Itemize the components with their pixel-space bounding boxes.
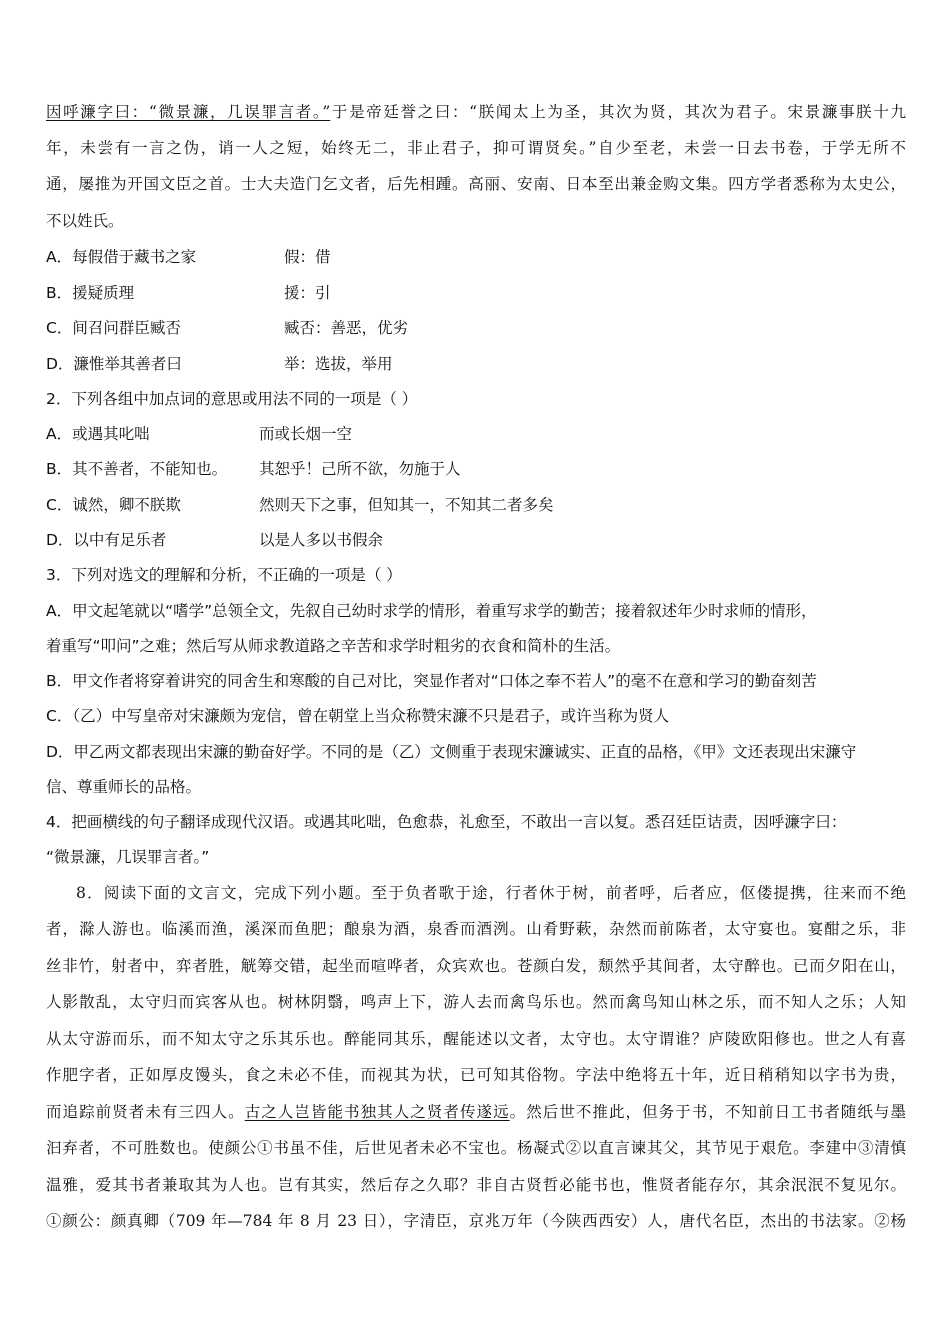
q4-sentence: “微景濂，几误罪言者。” [46, 848, 210, 866]
q4-stem: 4．把画横线的句子翻译成现代汉语。或遇其叱咄，色愈恭，礼愈至，不敢出一言以复。悉召廷臣诘责，因呼濂字曰： [46, 813, 847, 831]
q3-option-d-cont: 信、尊重师长的品格。 [46, 778, 202, 796]
q2-option-b: B．其不善者，不能知也。 [46, 460, 228, 478]
q2-stem: 2．下列各组中加点词的意思或用法不同的一项是（ ） [46, 390, 418, 408]
q2-option-c-pair: 然则天下之事，但知其一，不知其二者多矣 [259, 496, 554, 514]
q8-line: 人影散乱，太守归而宾客从也。树林阴翳，鸣声上下，游人去而禽鸟乐也。然而禽鸟知山林之乐，而不知人之乐；人知 [46, 993, 906, 1011]
q1-option-d: D．濂惟举其善者曰 [46, 355, 182, 373]
q8-line: 8．阅读下面的文言文，完成下列小题。至于负者歌于途，行者休于树，前者呼，后者应，伛偻提携，往来而不绝 [76, 884, 906, 902]
q1-option-b: B．援疑质理 [46, 284, 135, 302]
q3-option-c: C．（乙）中写皇帝对宋濂颇为宠信，曾在朝堂上当众称赞宋濂不只是君子，或许当称为贤人 [46, 707, 670, 725]
q1-option-a: A．每假借于藏书之家 [46, 248, 197, 266]
q8-line: 汩弃者，不可胜数也。使颜公①书虽不佳，后世见者未必不宝也。杨凝式②以直言谏其父，其节见于艰危。李建中③清慎 [46, 1139, 906, 1157]
q8-line: 从太守游而乐，而不知太守之乐其乐也。醉能同其乐，醒能述以文者，太守也。太守谓谁？庐陵欧阳修也。世之人有喜 [46, 1030, 906, 1048]
q8-footnote: ①颜公：颜真卿（709 年—784 年 8 月 23 日），字清臣，京兆万年（今陕西西安）人，唐代名臣，杰出的书法家。②杨 [46, 1212, 906, 1230]
q8-line: 作肥字者，正如厚皮馒头，食之未必不佳，而视其为状，已可知其俗物。字法中绝将五十年，近日稍稍知以字书为贵， [46, 1066, 906, 1084]
q3-option-d: D．甲乙两文都表现出宋濂的勤奋好学。不同的是（乙）文侧重于表现宋濂诚实、正直的品格，《甲》文还表现出宋濂守 [46, 743, 857, 761]
q8-line: 丝非竹，射者中，弈者胜，觥筹交错，起坐而喧哗者，众宾欢也。苍颜白发，颓然乎其间者，太守醉也。已而夕阳在山， [46, 957, 906, 975]
q1-option-a-gloss: 假：借 [284, 248, 331, 266]
q1-option-d-gloss: 举：选拔，举用 [284, 355, 393, 373]
q2-option-c: C．诚然，卿不朕欺 [46, 496, 181, 514]
q3-stem: 3．下列对选文的理解和分析，不正确的一项是（ ） [46, 566, 402, 584]
passage-line: 因呼濂字曰：“微景濂，几误罪言者。”于是帝廷誉之曰：“朕闻太上为圣，其次为贤，其次为君子。宋景濂事朕十九 [46, 103, 906, 121]
q8-line: 者，滁人游也。临溪而渔，溪深而鱼肥；酿泉为酒，泉香而酒洌。山肴野蔌，杂然而前陈者，太守宴也。宴酣之乐，非 [46, 920, 906, 938]
q2-option-d-pair: 以是人多以书假余 [259, 531, 384, 549]
q8-line: 而追踪前贤者未有三四人。古之人岂皆能书独其人之贤者传遂远。然后世不推此，但务于书，不知前日工书者随纸与墨 [46, 1103, 906, 1121]
q1-option-c-gloss: 臧否：善恶，优劣 [284, 319, 409, 337]
underlined-sentence: 因呼濂字曰：“微景濂，几误罪言者。” [46, 103, 331, 121]
q3-option-a-cont: 着重写“叩问”之难；然后写从师求教道路之辛苦和求学时粗劣的衣食和简朴的生活。 [46, 637, 621, 655]
underlined-sentence: 古之人岂皆能书独其人之贤者传遂远 [244, 1103, 510, 1121]
q2-option-a: A．或遇其叱咄 [46, 425, 150, 443]
q8-line: 温雅，爱其书者兼取其为人也。岂有其实，然后存之久耶？非自古贤哲必能书也，惟贤者能存尔，其余泯泯不复见尔。 [46, 1176, 906, 1194]
q2-option-d: D．以中有足乐者 [46, 531, 167, 549]
passage-line: 通，屡推为开国文臣之首。士大夫造门乞文者，后先相踵。高丽、安南、日本至出兼金购文集。四方学者悉称为太史公， [46, 175, 906, 193]
q2-option-a-pair: 而或长烟一空 [259, 425, 353, 443]
q1-option-b-gloss: 援：引 [284, 284, 331, 302]
passage-line: 年，未尝有一言之伪，诮一人之短，始终无二，非止君子，抑可谓贤矣。”自少至老，未尝一日去书卷，于学无所不 [46, 139, 906, 157]
q2-option-b-pair: 其恕乎！己所不欲，勿施于人 [259, 460, 461, 478]
passage-line: 不以姓氏。 [46, 212, 124, 230]
q3-option-a: A．甲文起笔就以“嗜学”总领全文，先叙自己幼时求学的情形，着重写求学的勤苦；接着叙述年少时求师的情形， [46, 602, 817, 620]
q1-option-c: C．间召问群臣臧否 [46, 319, 181, 337]
q3-option-b: B．甲文作者将穿着讲究的同舍生和寒酸的自己对比，突显作者对“口体之奉不若人”的毫不在意和学习的勤奋刻苦 [46, 672, 817, 690]
